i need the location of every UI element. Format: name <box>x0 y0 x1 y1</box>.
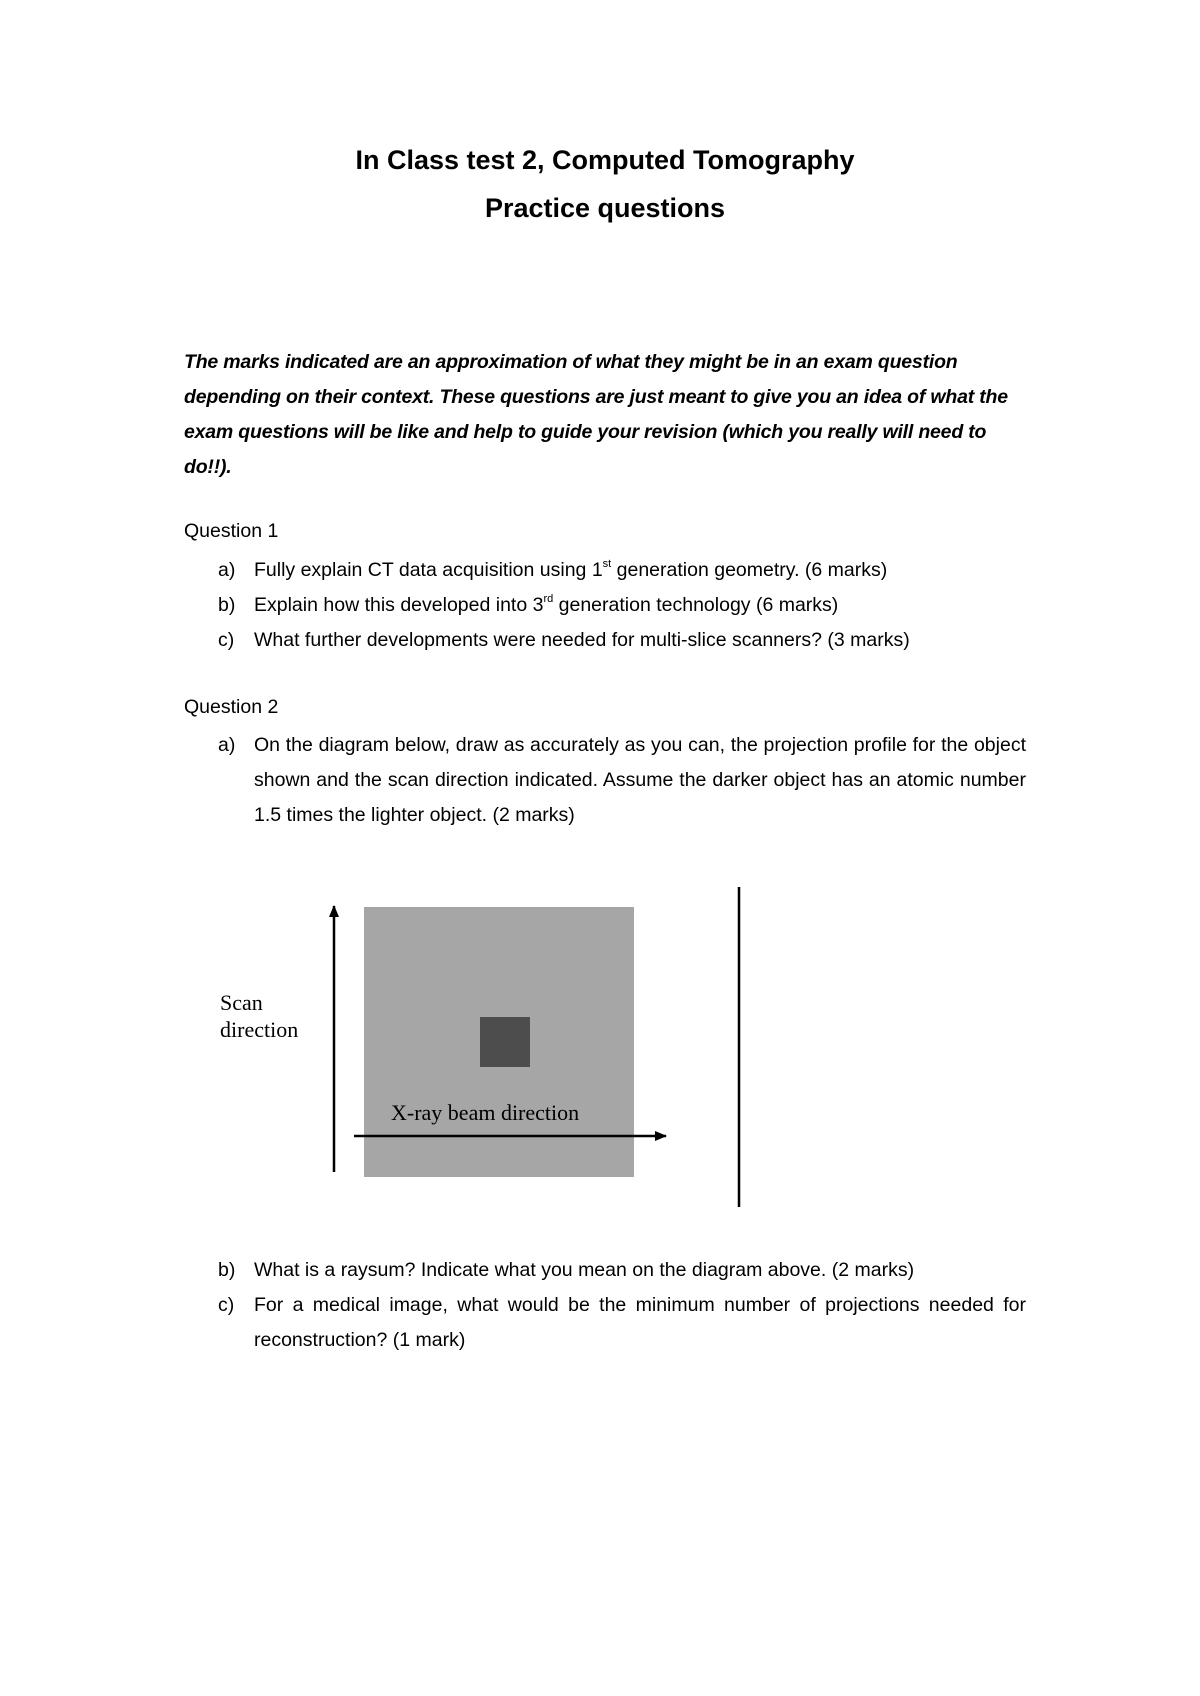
beam-direction-label: X-ray beam direction <box>391 1100 580 1125</box>
question-2b <box>218 1253 1026 1288</box>
question-2a-label: a) <box>218 734 236 756</box>
question-1b-text-start: Explain how this developed into 3 <box>254 594 544 616</box>
question-1a-label: a) <box>218 559 236 581</box>
question-1b <box>218 588 1026 623</box>
question-1a-superscript: st <box>602 557 612 570</box>
darker-object <box>480 1017 530 1067</box>
scan-label-line2: direction <box>220 1017 299 1042</box>
question-2a-text: On the diagram below, draw as accurately as you can, the projection profile for the object shown and the scan direction indicated. Assume the darker object has an atomic number 1.5 times the lighter object. (2 marks) <box>254 734 1026 826</box>
question-1b-superscript: rd <box>543 592 554 605</box>
question-1b-label: b) <box>218 594 236 616</box>
question-2b-text: What is a raysum? Indicate what you mean on the diagram above. (2 marks) <box>254 1259 915 1281</box>
intro-paragraph: The marks indicated are an approximation of what they might be in an exam question depending on their context. These questions are just meant to give you an idea of what the exam questions will be like and help to guide your revision (which you really will need to do!!). <box>184 351 1008 478</box>
question-1a-text-start: Fully explain CT data acquisition using 1 <box>254 559 603 581</box>
question-2b-label: b) <box>218 1259 236 1281</box>
question-1-heading: Question 1 <box>184 520 279 542</box>
question-1a <box>218 553 1026 588</box>
question-2c-text: For a medical image, what would be the minimum number of projections needed for reconstruction? (1 mark) <box>254 1294 1026 1351</box>
projection-diagram <box>0 880 1200 1220</box>
question-1c-label: c) <box>218 629 235 651</box>
question-1a-text-end: generation geometry. (6 marks) <box>611 559 888 581</box>
scan-label-line1: Scan <box>220 990 263 1015</box>
question-2-heading: Question 2 <box>184 696 279 718</box>
question-2c-label: c) <box>218 1294 235 1316</box>
question-2a <box>218 728 1026 833</box>
page-title: In Class test 2, Computed Tomography <box>355 145 855 175</box>
question-1c-text: What further developments were needed for multi-slice scanners? (3 marks) <box>254 629 910 651</box>
page-subtitle: Practice questions <box>484 193 726 223</box>
question-1a-text <box>254 553 1026 588</box>
question-1b-text <box>254 588 1026 623</box>
question-1b-text-end: generation technology (6 marks) <box>553 594 839 616</box>
question-1c <box>218 623 1026 658</box>
question-2c <box>218 1288 1026 1358</box>
